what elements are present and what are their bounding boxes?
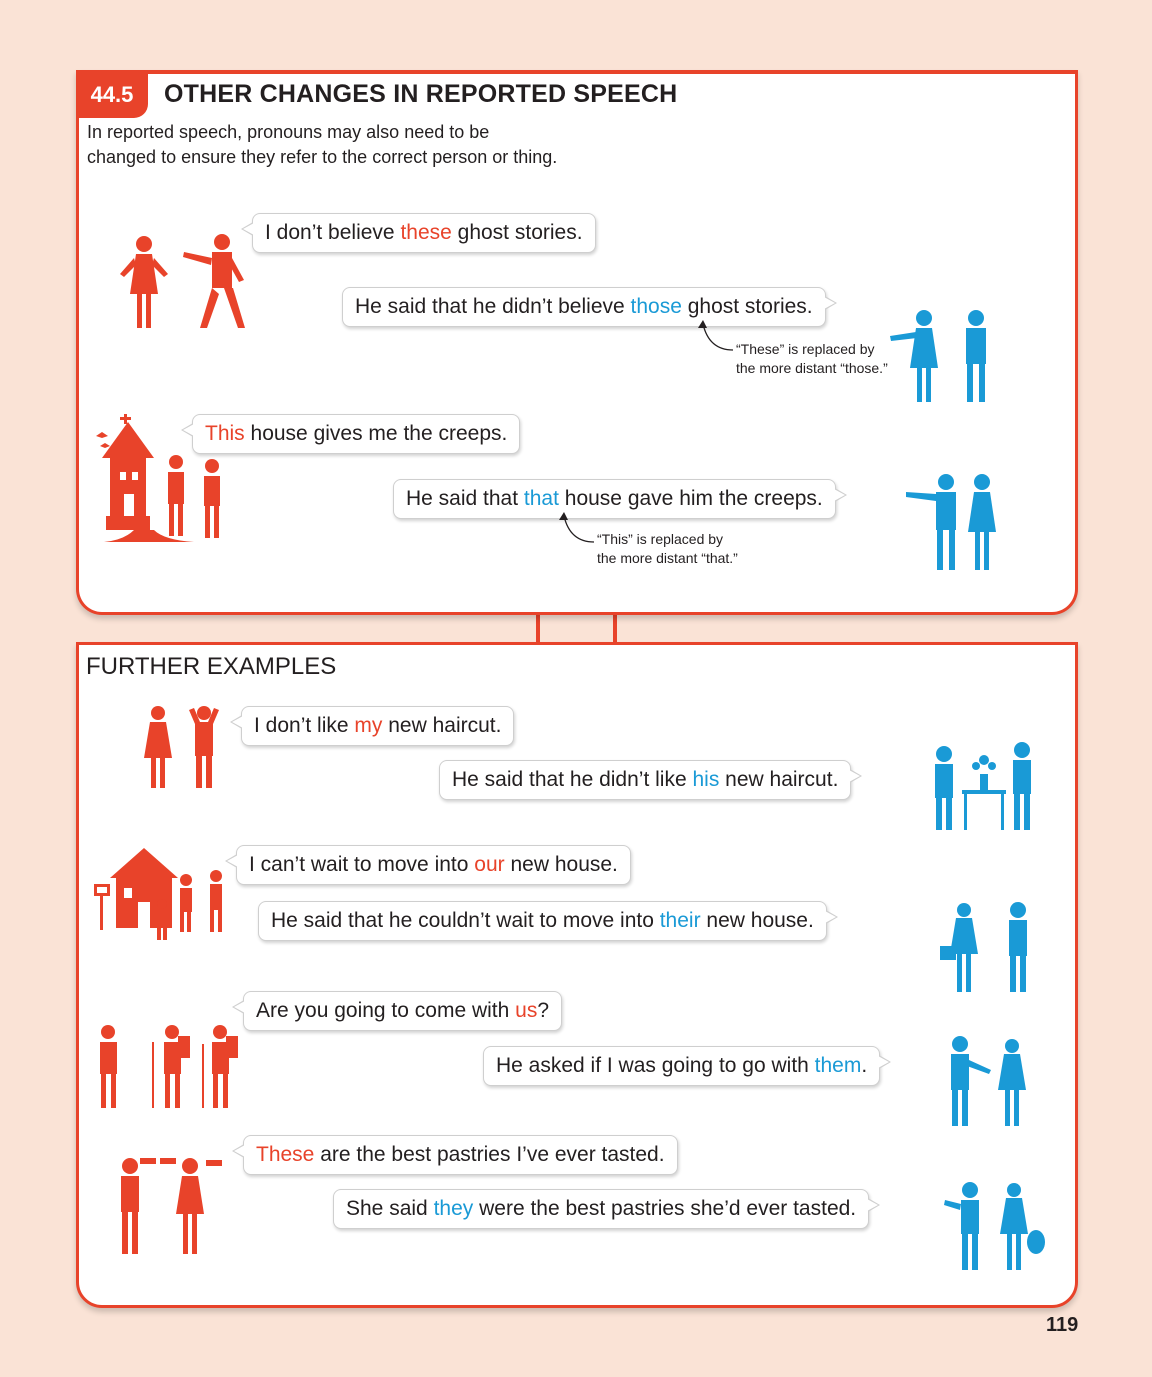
highlight-word: these xyxy=(400,221,452,244)
highlight-word: us xyxy=(515,999,538,1022)
speech-text: He said that xyxy=(406,487,524,510)
direct-speech-bubble xyxy=(243,1135,678,1175)
speech-text: new house. xyxy=(504,853,618,876)
explanation-note xyxy=(736,340,888,378)
page-number: 119 xyxy=(1046,1314,1079,1336)
listener-figures-icon xyxy=(902,472,1006,574)
pastry-icon xyxy=(110,1150,234,1258)
highlight-word: that xyxy=(523,487,559,510)
speech-text: ? xyxy=(537,999,550,1022)
reported-speech-bubble xyxy=(483,1046,880,1086)
note-line: the more distant “those.” xyxy=(736,360,888,376)
listener-figures-icon xyxy=(940,1182,1046,1274)
reported-speech-bubble xyxy=(258,901,827,941)
listener-figures-icon xyxy=(938,902,1042,996)
hiker-icon xyxy=(92,1020,246,1110)
reported-speech-bubble xyxy=(439,760,851,800)
direct-speech-bubble xyxy=(243,991,562,1031)
speech-text: . xyxy=(861,1054,868,1077)
intro-line-1: In reported speech, pronouns may also need to be xyxy=(87,122,490,142)
speaker-figures-icon xyxy=(138,704,238,790)
highlight-word: they xyxy=(433,1197,474,1220)
arrow-icon xyxy=(695,318,735,354)
speech-text: He said that he didn’t believe xyxy=(355,295,631,318)
highlight-word: their xyxy=(659,909,701,932)
direct-speech-bubble xyxy=(236,845,631,885)
highlight-word: my xyxy=(354,714,383,737)
highlight-word: them xyxy=(814,1054,862,1077)
speech-text: She said xyxy=(346,1197,434,1220)
speech-text: house gives me the creeps. xyxy=(244,422,508,445)
reported-speech-bubble xyxy=(393,479,836,519)
direct-speech-bubble xyxy=(241,706,514,746)
speech-text: ghost stories. xyxy=(451,221,583,244)
arrow-icon xyxy=(556,510,596,546)
speech-text: I don’t believe xyxy=(265,221,401,244)
speech-text: new haircut. xyxy=(382,714,502,737)
listener-figures-icon xyxy=(884,308,999,406)
haunted-house-icon xyxy=(88,412,238,550)
highlight-word: our xyxy=(474,853,505,876)
direct-speech-bubble xyxy=(252,213,596,253)
table-flowers-icon xyxy=(924,742,1048,834)
note-line: “This” is replaced by xyxy=(597,531,724,547)
highlight-word: This xyxy=(205,422,245,445)
reported-speech-bubble xyxy=(342,287,826,327)
speech-text: I can’t wait to move into xyxy=(249,853,475,876)
speech-text: He asked if I was going to go with xyxy=(496,1054,815,1077)
house-icon xyxy=(92,846,238,942)
speech-text: I don’t like xyxy=(254,714,355,737)
reported-speech-bubble xyxy=(333,1189,869,1229)
speech-text: He said that he couldn’t wait to move into xyxy=(271,909,660,932)
section-title: OTHER CHANGES IN REPORTED SPEECH xyxy=(164,80,678,108)
speech-text: ghost stories. xyxy=(681,295,813,318)
speech-text: Are you going to come with xyxy=(256,999,516,1022)
speech-text: new haircut. xyxy=(719,768,839,791)
speech-text: are the best pastries I’ve ever tasted. xyxy=(314,1143,665,1166)
explanation-note xyxy=(597,530,738,568)
further-examples-title: FURTHER EXAMPLES xyxy=(86,653,337,680)
intro-line-2: changed to ensure they refer to the correct person or thing. xyxy=(87,147,558,167)
speech-text: He said that he didn’t like xyxy=(452,768,693,791)
note-line: the more distant “that.” xyxy=(597,550,738,566)
section-number: 44.5 xyxy=(76,72,148,118)
speech-text: were the best pastries she’d ever tasted. xyxy=(473,1197,857,1220)
intro-text xyxy=(87,120,607,170)
highlight-word: his xyxy=(692,768,720,791)
speech-text: house gave him the creeps. xyxy=(558,487,823,510)
listener-figures-icon xyxy=(940,1036,1034,1130)
highlight-word: those xyxy=(630,295,682,318)
direct-speech-bubble xyxy=(192,414,520,454)
speech-text: new house. xyxy=(700,909,814,932)
note-line: “These” is replaced by xyxy=(736,341,875,357)
speaker-figures-icon xyxy=(112,230,257,335)
highlight-word: These xyxy=(256,1143,315,1166)
